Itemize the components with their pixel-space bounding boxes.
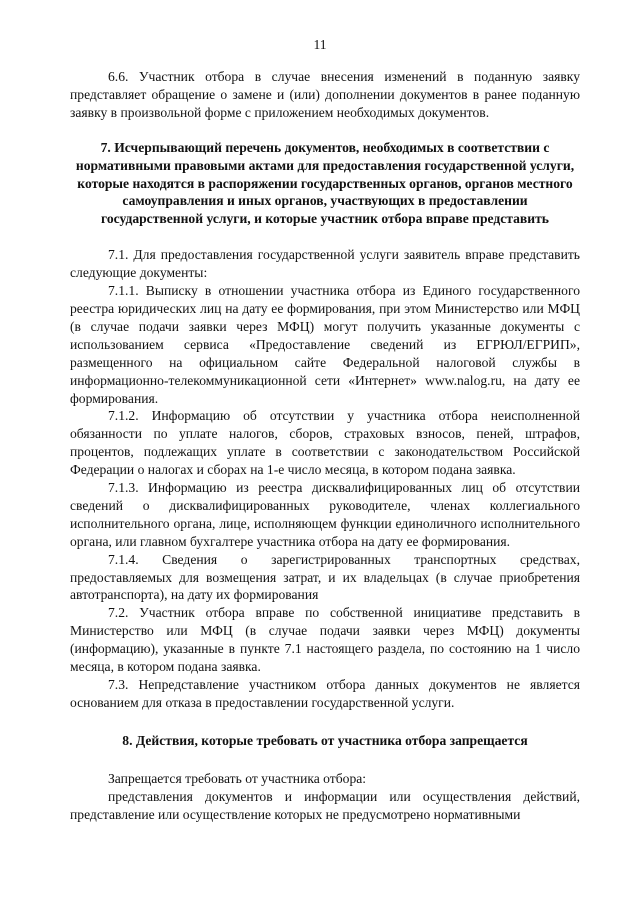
section-7-heading: 7. Исчерпывающий перечень документов, необходимых в соответствии с нормативными правовыми актами для предоставления государственной услуги, которые находятся в распоряжении государственных органов, органов местного самоуправления и иных органов, участвующих в предоставлении государственной услуги, и которые участник отбора вправе представить [75,139,575,227]
paragraph-7-1-1: 7.1.1. Выписку в отношении участника отбора из Единого государственного реестра юридических лиц на дату ее формирования, при этом Министерство или МФЦ (в случае подачи заявки через МФЦ) могут получить указанные документы с использованием сервиса «Предоставление сведений из ЕГРЮЛ/ЕГРИП», размещенного на официальном сайте Федеральной налоговой службы в информационно-телекоммуникационной сети «Интернет» www.nalog.ru, на дату ее формирования. [70,283,580,406]
paragraph-8-1: представления документов и информации или осуществления действий, представление или осуществление которых не предусмотрено нормативными [70,788,580,822]
paragraph-8-intro: Запрещается требовать от участника отбора: [108,770,367,786]
paragraph-7-1: 7.1. Для предоставления государственной услуги заявитель вправе представить следующие документы: [70,247,580,281]
section-8-heading: 8. Действия, которые требовать от участника отбора запрещается [122,732,528,748]
paragraph-7-1-4: 7.1.4. Сведения о зарегистрированных транспортных средствах, предоставляемых для возмещения затрат, и их владельцах (в случае приобретения автотранспорта), на дату их формирования [70,551,580,603]
page-number: 11 [313,37,327,52]
page-content [70,68,580,823]
paragraph-7-2: 7.2. Участник отбора вправе по собственной инициативе представить в Министерство или МФЦ (в случае подачи заявки через МФЦ) документы (информацию), указанные в пункте 7.1 настоящего раздела, по состоянию на 1 число месяца, в котором подана заявка. [70,605,580,675]
paragraph-7-3: 7.3. Непредставление участником отбора данных документов не является основанием для отказа в предоставлении государственной услуги. [70,677,580,710]
paragraph-6-6: 6.6. Участник отбора в случае внесения изменений в поданную заявку представляет обращение о замене и (или) дополнении документов в ранее поданную заявку в произвольной форме с приложением необходимых документов. [70,69,580,120]
paragraph-7-1-2: 7.1.2. Информацию об отсутствии у участника отбора неисполненной обязанности по уплате налогов, сборов, страховых взносов, пеней, штрафов, процентов, подлежащих уплате в соответствии с законодательством Российской Федерации о налогах и сборах на 1-е число месяца, в котором подана заявка. [70,408,580,478]
paragraph-7-1-3: 7.1.3. Информацию из реестра дисквалифицированных лиц об отсутствии сведений о дисквалифицированных руководителе, членах коллегиального исполнительного органа, лице, исполняющем функции единоличного исполнительного органа, или главном бухгалтере участника отбора на дату ее формирования. [70,480,580,549]
